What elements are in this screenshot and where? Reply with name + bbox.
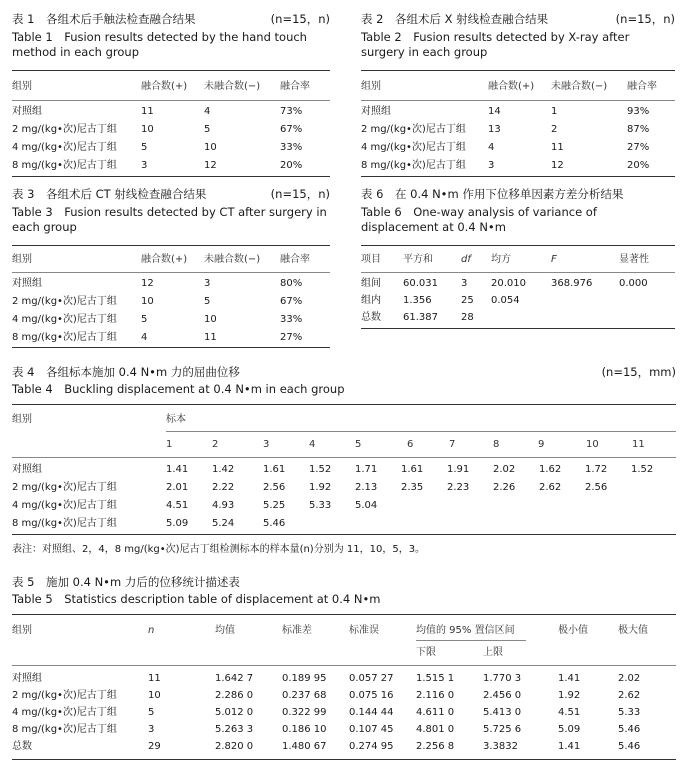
header-lower-bound: 下限: [416, 647, 436, 658]
header-fused: 融合数(+): [488, 81, 535, 92]
header-significance: 显著性: [619, 254, 649, 265]
header-std-dev: 标准差: [282, 625, 312, 636]
header-mean: 均值: [215, 625, 235, 636]
header-unfused: 未融合数(−): [204, 81, 261, 92]
header-group: 组别: [12, 625, 32, 636]
table-4-sample-size: (n=15，mm): [601, 365, 676, 379]
header-fused: 融合数(+): [141, 254, 188, 265]
header-upper-bound: 上限: [483, 647, 503, 658]
table-1: 表 1 各组术后手触法检查融合结果 (n=15，n) Table 1 Fusion results detected by the hand touch method in each group 组别 融合数(+) 未融合数(−) 融合率 对照组 11 4 73% 2 mg/(kg•次)尼古丁组 10 5 67% 4 mg/(kg•次)尼古丁组 5 10 33% 8 mg/(kg•次)尼古丁组 3 12 20%: [12, 8, 330, 173]
header-rate: 融合率: [627, 81, 657, 92]
header-group: 组别: [12, 414, 32, 425]
table-2-caption: 表 2 各组术后 X 射线检查融合结果: [361, 12, 549, 26]
header-f: F: [551, 254, 557, 265]
header-rate: 融合率: [280, 81, 310, 92]
table-4-footnote: 表注：对照组、2，4，8 mg/(kg•次)尼古丁组检测标本的样本量(n)分别为 11，10，5，3。: [12, 544, 426, 555]
table-6-caption: 表 6 在 0.4 N•m 作用下位移单因素方差分析结果: [361, 187, 624, 201]
table-2: 表 2 各组术后 X 射线检查融合结果 (n=15，n) Table 2 Fusion results detected by X-ray after surgery in each group 组别 融合数(+) 未融合数(−) 融合率 对照组 14 1 93% 2 mg/(kg•次)尼古丁组 13 2 87% 4 mg/(kg•次)尼古丁组 4 11 27% 8 mg/(kg•次)尼古丁组 3 12 20%: [361, 8, 675, 173]
table-3-caption: 表 3 各组术后 CT 射线检查融合结果: [12, 187, 207, 201]
table-5: 表 5 施加 0.4 N•m 力后的位移统计描述表 Table 5 Statistics description table of displacement at 0.4 N•m 组别 n 均值 标准差 标准误 均值的 95% 置信区间 极小值 极大值 下限 上限 对照组 11 1.642 7 0.189 95 0.057 27 1.515 1 1.770 3 1.41 2.02 2 mg/(kg•次)尼古丁组 10 2.286 0 0.237 68 0.075 16 2.116 0 2.456 0 1.92 2.62 4 mg/(kg•次)尼古丁组 5 5.012 0 0.322 99 0.144 44 4.611 0 5.413 0 4.51 5.33 8 mg/(kg•次)尼古丁组 3 5.263 3 0.186 10 0.107 45 4.801 0 5.725 6 5.09 5.46 总数 29 2.820 0 1.480 67 0.274 95 2.256 8 3.3832 1.41 5.46: [12, 573, 676, 765]
header-group: 组别: [12, 81, 32, 92]
header-unfused: 未融合数(−): [551, 81, 608, 92]
header-minimum: 极小值: [558, 625, 588, 636]
header-confidence-interval: 均值的 95% 置信区间: [416, 625, 515, 636]
table-5-english-caption: Table 5 Statistics description table of displacement at 0.4 N•m: [12, 592, 381, 606]
header-rate: 融合率: [280, 254, 310, 265]
header-fused: 融合数(+): [141, 81, 188, 92]
table-4: 表 4 各组标本施加 0.4 N•m 力的屈曲位移 (n=15，mm) Table 4 Buckling displacement at 0.4 N•m in each group 组别 标本 1 2 3 4 5 6 7 8 9 10 11 对照组 1.41 1.42 1.61 1.52 1.71 1.61 1.91 2.02 1.62 1.72 1.52 2 mg/(kg•次)尼古丁组 2.01 2.22 2.56 1.92 2.13 2.35 2.23 2.26 2.62 2.56 4 mg/(kg•次)尼古丁组 4.51 4.93 5.25 5.33 5.04 8 mg/(kg•次)尼古丁组 5.09 5.24 5.46 表注：对照组、2，4，8 mg/(kg•次)尼古丁组检测标本的样本量(n)分别为 11，10，5，3。: [12, 365, 676, 555]
table-4-caption: 表 4 各组标本施加 0.4 N•m 力的屈曲位移: [12, 365, 240, 379]
table-6-english-caption: Table 6 One-way analysis of variance of displacement at 0.4 N•m: [361, 205, 597, 234]
header-unfused: 未融合数(−): [204, 254, 261, 265]
table-1-caption: 表 1 各组术后手触法检查融合结果: [12, 12, 196, 26]
header-sum-of-squares: 平方和: [403, 254, 433, 265]
header-maximum: 极大值: [618, 625, 648, 636]
table-6: 表 6 在 0.4 N•m 作用下位移单因素方差分析结果 Table 6 One-way analysis of variance of displacement at 0.4 N•m 项目 平方和 df 均方 F 显著性 组间 60.031 3 20.010 368.976 0.000 组内 1.356 25 0.054 总数 61.387 28: [361, 183, 675, 333]
table-1-english-caption: Table 1 Fusion results detected by the hand touch method in each group: [12, 30, 307, 59]
header-n: n: [148, 625, 155, 636]
header-group: 组别: [361, 81, 381, 92]
table-2-sample-size: (n=15，n): [615, 12, 675, 26]
header-group: 组别: [12, 254, 32, 265]
header-item: 项目: [361, 254, 381, 265]
header-specimen: 标本: [166, 414, 186, 425]
table-2-english-caption: Table 2 Fusion results detected by X-ray after surgery in each group: [361, 30, 630, 59]
table-3-english-caption: Table 3 Fusion results detected by CT after surgery in each group: [12, 205, 327, 234]
table-4-english-caption: Table 4 Buckling displacement at 0.4 N•m in each group: [12, 382, 345, 396]
table-1-sample-size: (n=15，n): [270, 12, 330, 26]
table-3-sample-size: (n=15，n): [270, 187, 330, 201]
header-df: df: [461, 254, 471, 265]
header-std-err: 标准误: [349, 625, 379, 636]
table-3: 表 3 各组术后 CT 射线检查融合结果 (n=15，n) Table 3 Fusion results detected by CT after surgery in each group 组别 融合数(+) 未融合数(−) 融合率 对照组 12 3 80% 2 mg/(kg•次)尼古丁组 10 5 67% 4 mg/(kg•次)尼古丁组 5 10 33% 8 mg/(kg•次)尼古丁组 4 11 27%: [12, 183, 330, 348]
table-5-caption: 表 5 施加 0.4 N•m 力后的位移统计描述表: [12, 575, 240, 589]
header-mean-square: 均方: [491, 254, 511, 265]
